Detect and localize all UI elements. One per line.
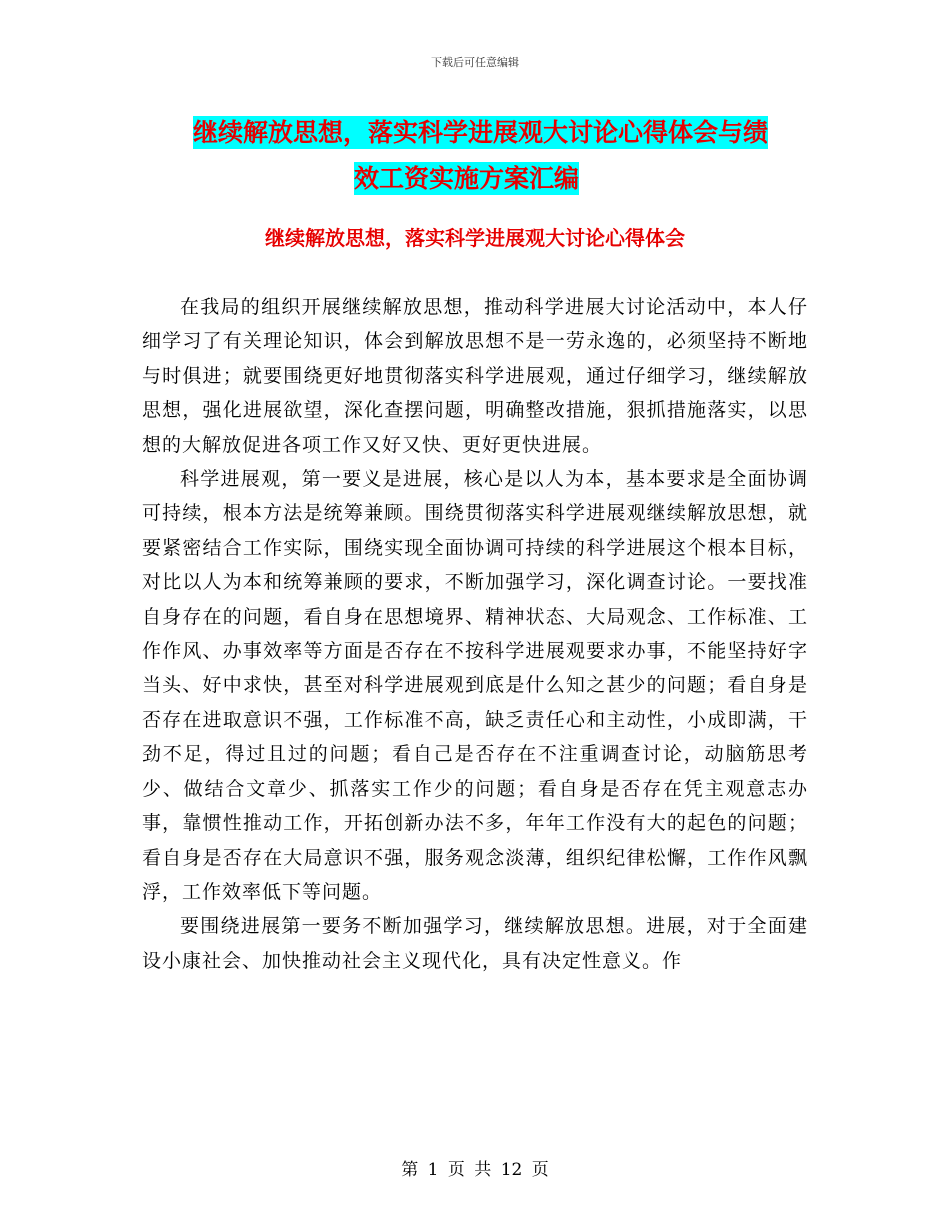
document-title bbox=[140, 110, 810, 202]
body-paragraph-3: 要围绕进展第一要务不断加强学习，继续解放思想。进展，对于全面建设小康社会、加快推动社会主义现代化，具有决定性意义。作 bbox=[142, 915, 808, 972]
document-body bbox=[142, 290, 808, 978]
document-title-line-1: 继续解放思想，落实科学进展观大讨论心得体会与绩 bbox=[193, 118, 769, 147]
body-paragraph-1: 在我局的组织开展继续解放思想，推动科学进展大讨论活动中，本人仔细学习了有关理论知识，体会到解放思想不是一劳永逸的，必须坚持不断地与时俱进；就要围绕更好地贯彻落实科学进展观，通过仔细学习，继续解放思想，强化进展欲望，深化查摆问题，明确整改措施，狠抓措施落实，以思想的大解放促进各项工作又好又快、更好更快进展。 bbox=[142, 296, 808, 456]
document-title-line-2: 效工资实施方案汇编 bbox=[354, 164, 580, 193]
section-title: 继续解放思想，落实科学进展观大讨论心得体会 bbox=[265, 226, 685, 250]
body-paragraph-2: 科学进展观，第一要义是进展，核心是以人为本，基本要求是全面协调可持续，根本方法是统筹兼顾。围绕贯彻落实科学进展观继续解放思想，就要紧密结合工作实际，围绕实现全面协调可持续的科学进展这个根本目标，对比以人为本和统筹兼顾的要求，不断加强学习，深化调查讨论。一要找准自身存在的问题，看自身在思想境界、精神状态、大局观念、工作标准、工作作风、办事效率等方面是否存在不按科学进展观要求办事，不能坚持好字当头、好中求快，甚至对科学进展观到底是什么知之甚少的问题；看自身是否存在进取意识不强，工作标准不高，缺乏责任心和主动性，小成即满，干劲不足，得过且过的问题；看自己是否存在不注重调查讨论，动脑筋思考少、做结合文章少、抓落实工作少的问题；看自身是否存在凭主观意志办事，靠惯性推动工作，开拓创新办法不多，年年工作没有大的起色的问题；看自身是否存在大局意识不强，服务观念淡薄，组织纪律松懈，工作作风飘浮，工作效率低下等问题。 bbox=[142, 468, 808, 903]
page-header-note: 下载后可任意编辑 bbox=[431, 56, 519, 69]
page-number-footer: 第 1 页 共 12 页 bbox=[401, 1160, 549, 1180]
